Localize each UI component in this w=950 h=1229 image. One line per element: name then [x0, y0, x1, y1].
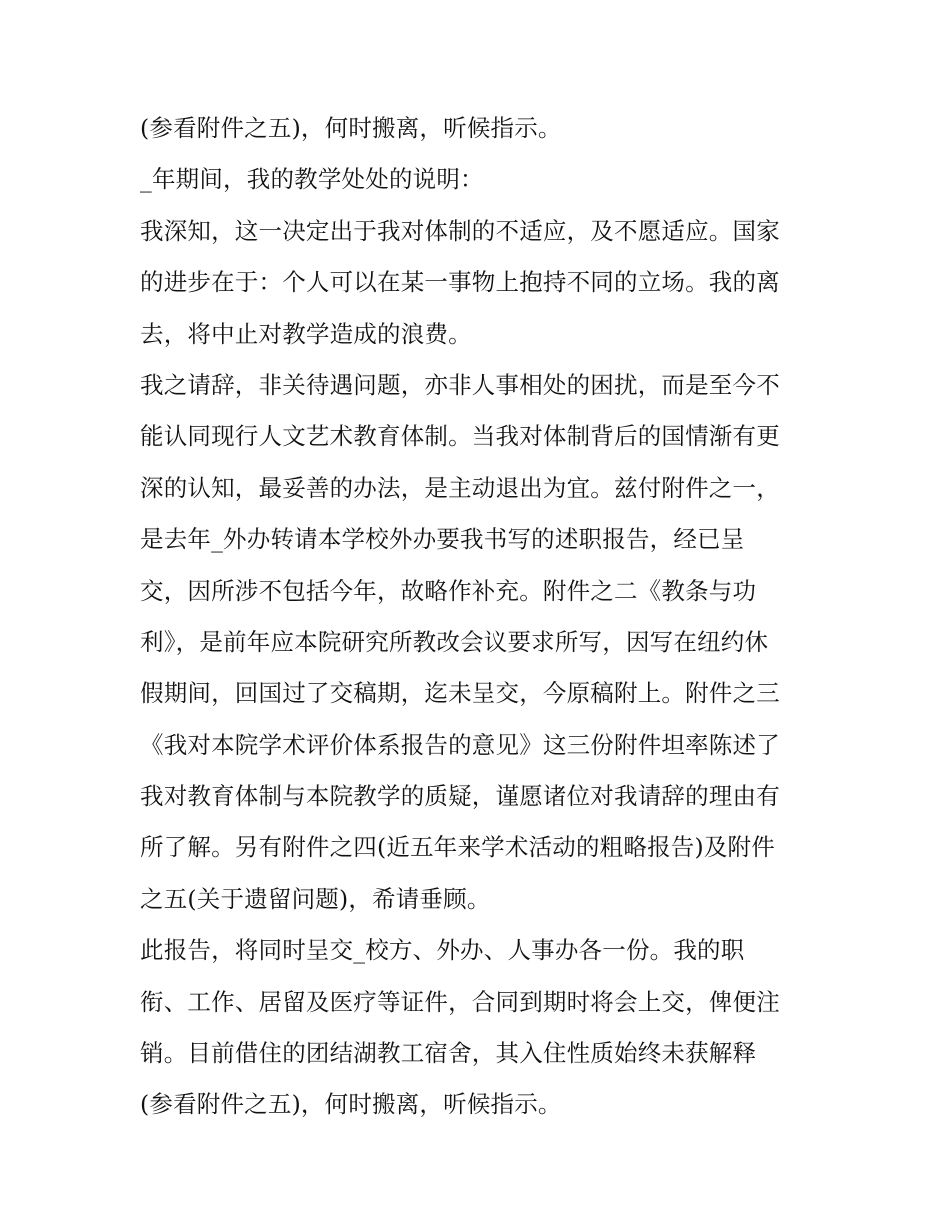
text-line: 的进步在于：个人可以在某一事物上抱持不同的立场。我的离	[140, 268, 780, 297]
text-line: (参看附件之五)，何时搬离，听候指示。	[140, 1090, 562, 1119]
text-line: 所了解。另有附件之四(近五年来学术活动的粗略报告)及附件	[140, 833, 775, 862]
text-line: 是去年_外办转请本学校外办要我书写的述职报告，经已呈	[140, 525, 745, 554]
text-line: 我对教育体制与本院教学的质疑，谨愿诸位对我请辞的理由有	[140, 782, 780, 811]
text-line: 此报告，将同时呈交_校方、外办、人事办各一份。我的职	[140, 936, 745, 965]
text-line: 我之请辞，非关待遇问题，亦非人事相处的困扰，而是至今不	[140, 370, 780, 399]
document-body	[140, 103, 815, 1131]
text-line: 去，将中止对教学造成的浪费。	[140, 319, 472, 348]
text-line: _年期间，我的教学处处的说明：	[140, 165, 484, 194]
text-line: 衔、工作、居留及医疗等证件，合同到期时将会上交，俾便注	[140, 987, 780, 1016]
text-line: 之五(关于遗留问题)，希请垂顾。	[140, 884, 491, 913]
text-line: (参看附件之五)，何时搬离，听候指示。	[140, 114, 562, 142]
text-line: 深的认知，最妥善的办法，是主动退出为宜。兹付附件之一，	[140, 473, 780, 502]
text-line: 假期间，回国过了交稿期，迄未呈交，今原稿附上。附件之三	[140, 679, 780, 708]
text-line: 利》，是前年应本院研究所教改会议要求所写，因写在纽约休	[140, 627, 769, 656]
text-line: 交，因所涉不包括今年，故略作补充。附件之二《教条与功	[140, 576, 757, 605]
text-line: 我深知，这一决定出于我对体制的不适应，及不愿适应。国家	[140, 216, 780, 245]
text-line: 销。目前借住的团结湖教工宿舍，其入住性质始终未获解释	[140, 1039, 757, 1068]
text-line: 能认同现行人文艺术教育体制。当我对体制背后的国情渐有更	[140, 422, 780, 451]
text-line: 《我对本院学术评价体系报告的意见》这三份附件坦率陈述了	[140, 730, 780, 759]
